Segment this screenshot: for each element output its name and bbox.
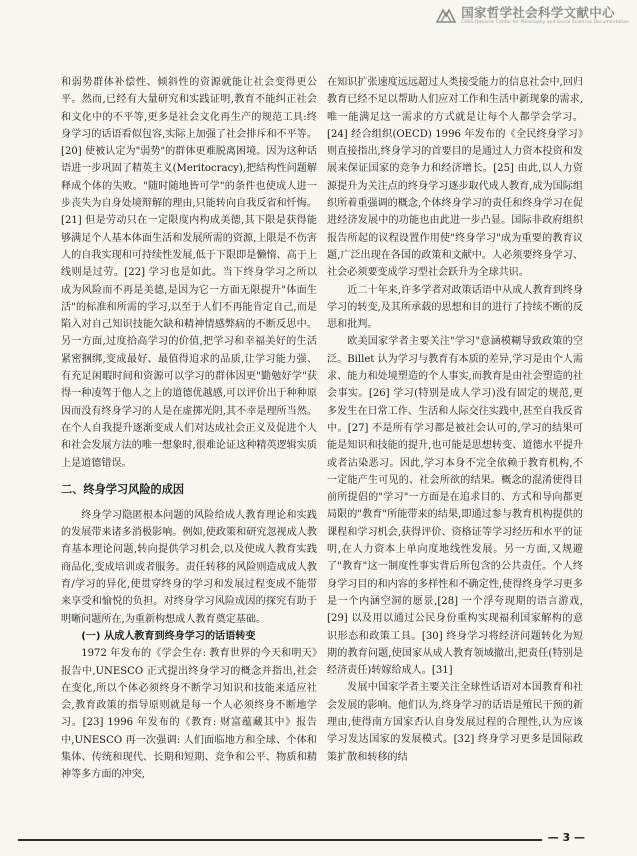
paragraph: 在知识扩张速度远远超过人类接受能力的信息社会中,回归教育已经不足以帮助人们应对工作和生活中新现象的需求,唯一能满足这一需求的方式就是让每个人都学会学习。[24] 经合组织(OECD) 1996 年发布的《全民终身学习》则直接指出,终身学习的首要目的是通过人力资本投资和发展来保证国家的竞争力和经济增长。[25] 由此,以人力资源提升为关注点的终身学习逐步取代成人教育,成为国际组织所着重强调的概念,个体终身学习的责任和终身学习在促进经济发展中的功能也由此进一步凸显。国际非政府组织报告所起的议程设置作用使"终身学习"成为重要的教育议题,广泛出现在各国的政策和文献中。人必须要终身学习、社会必须要变成学习型社会跃升为全球共识。 <box>327 77 583 279</box>
paragraph: 和弱势群体补偿性、倾斜性的资源就能让社会变得更公平。然而,已经有大量研究和实践证明,教育不能纠正社会和文化中的不平等,更多是社会文化再生产的规范工具:终身学习的话语看似包容,实际上加强了社会排斥和不平等。[20] 使被认定为"弱势"的群体更难脱离困境。因为这种话语进一步巩固了精英主义(Meritocracy),把结构性问题解释成个体的失败。"随时随地皆可学"的条件也使成人进一步丧失为自身处境辩解的理由,只能转向自我反省和忏悔。[21] 但是劳动只在一定限度内构成美德,其下限是获得能够满足个人基本体面生活和发展所需的资源,上限是不伤害人的自我实现和可持续性发展,低于下限即是懒惰、高于上线则是过劳。[22] 学习也是如此。当下终身学习之所以成为风险而不再是美德,是因为它一方面无限提升"体面生活"的标准和所需的学习,以至于人们不再能肯定自己,而是陷入对自己知识技能欠缺和精神情感弊病的不断反思中。另一方面,过度拾高学习的价值,把学习和幸福美好的生活紧密捆绑,变成最好、最值得追求的品质,让学习能力强、有充足闲暇时间和资源可以学习的群体因更"勤勉好学"获得一种凌驾于他人之上的道德优越感,可以评价出于种种原因而没有终身学习的人是在虚掷光阴,其不幸是理所当然。在个人自我提升逐渐变成人们对达成社会正义及促进个人和社会发展方法的唯一想象时,很难论证这种精英逻辑实质上是道德错误。 <box>61 77 317 469</box>
watermark-title: 国家哲学社会科学文献中心 <box>461 5 615 20</box>
paragraph: 欧美国家学者主要关注"学习"意涵模糊导致政策的空泛。Billet 认为学习与教育有本质的差异,学习是由个人需求、能力和处境塑造的个人事实,而教育是由社会塑造的社会事实。[26] 学习(特别是成人学习)没有固定的规范,更多发生在日常工作、生活和人际交往实践中,甚至自我反省中。[27] 不是所有学习都是被社会认可的,学习的结果可能是知识和技能的提升,也可能是思想转变、道德水平提升或者沾染恶习。因此,学习本身不完全依赖于教育机构,不一定能产生可见的、社会所欲的结果。概念的混淆使得目前所提倡的"学习"一方面是在追求目的、方式和导向都更局限的"教育"所能带来的结果,即通过参与教育机构提供的课程和学习机会,获得评价、资格证等学习经历和水平的证明,在人力资本上单向度地线性发展。另一方面,又规避了"教育"这一制度性事实背后所包含的公共责任。个人终身学习目的和内容的多样性和不确定性,使得终身学习更多是一个内涵空洞的愿景,[28] 一个浮夸现期的语言游戏,[29] 以及用以通过公民身份重构实现福利国家解构的意识形态和政策工具。[30] 终身学习将经济问题转化为短期的教育问题,使国家从成人教育领域撤出,把责任(特别是经济责任)转嫁给成人。[31] <box>327 336 583 677</box>
right-column <box>327 74 583 766</box>
section-heading: 二、终身学习风险的成因 <box>61 482 185 496</box>
subsection-heading: (一) 从成人教育到终身学习的话语转变 <box>81 630 256 642</box>
page-footer <box>0 831 637 849</box>
watermark-subtitle: CHSS National Center for Philosophy and Social Sciences Documentation <box>461 20 629 25</box>
paragraph: 1972 年发布的《学会生存: 教育世界的今天和明天》报告中,UNESCO 正式提出终身学习的概念并指出,社会在变化,所以个体必须终身不断学习知识和技能来适应社会,教育政策的指导原则就是每一个人必须终身不断地学习。[23] 1996 年发布的《教育: 财富蕴藏其中》报告中,UNESCO 再一次强调: 人们面临地方和全球、个体和集体、传统和现代、长期和短期、竞争和公平、物质和精神等多方面的冲突, <box>61 648 317 781</box>
footer-rule <box>18 839 559 841</box>
left-column <box>61 74 317 784</box>
watermark <box>435 6 629 26</box>
paragraph: 近二十年来,许多学者对政策话语中从成人教育到终身学习的转变,及其所承载的思想和目的进行了持续不断的反思和批判。 <box>327 284 583 331</box>
paragraph: 终身学习隐匿根本问题的风险给成人教育理论和实践的发展带来诸多消极影响。例如,使政策和研究忽视成人教育基本理论问题,转向提供学习机会,以及使成人教育实践商品化,变成培训或者服务。责任转移的风险则造成成人教育/学习的异化,使贯穿终身的学习和发展过程变成不能带来享受和愉悦的负担。对终身学习风险成因的探究有助于明晰问题所在,为重新构想成人教育奠定基础。 <box>61 509 317 625</box>
page-number: — 3 — <box>542 831 591 844</box>
nssd-logo-icon <box>435 7 457 25</box>
paragraph: 发展中国家学者主要关注全球性话语对本国教育和社会发展的影响。他们认为,终身学习的话语是殖民干预的新理由,使得南方国家否认自身发展过程的合理性,认为应该学习发达国家的发展模式。[32] 终身学习更多是国际政策扩散和转移的结 <box>327 682 583 763</box>
